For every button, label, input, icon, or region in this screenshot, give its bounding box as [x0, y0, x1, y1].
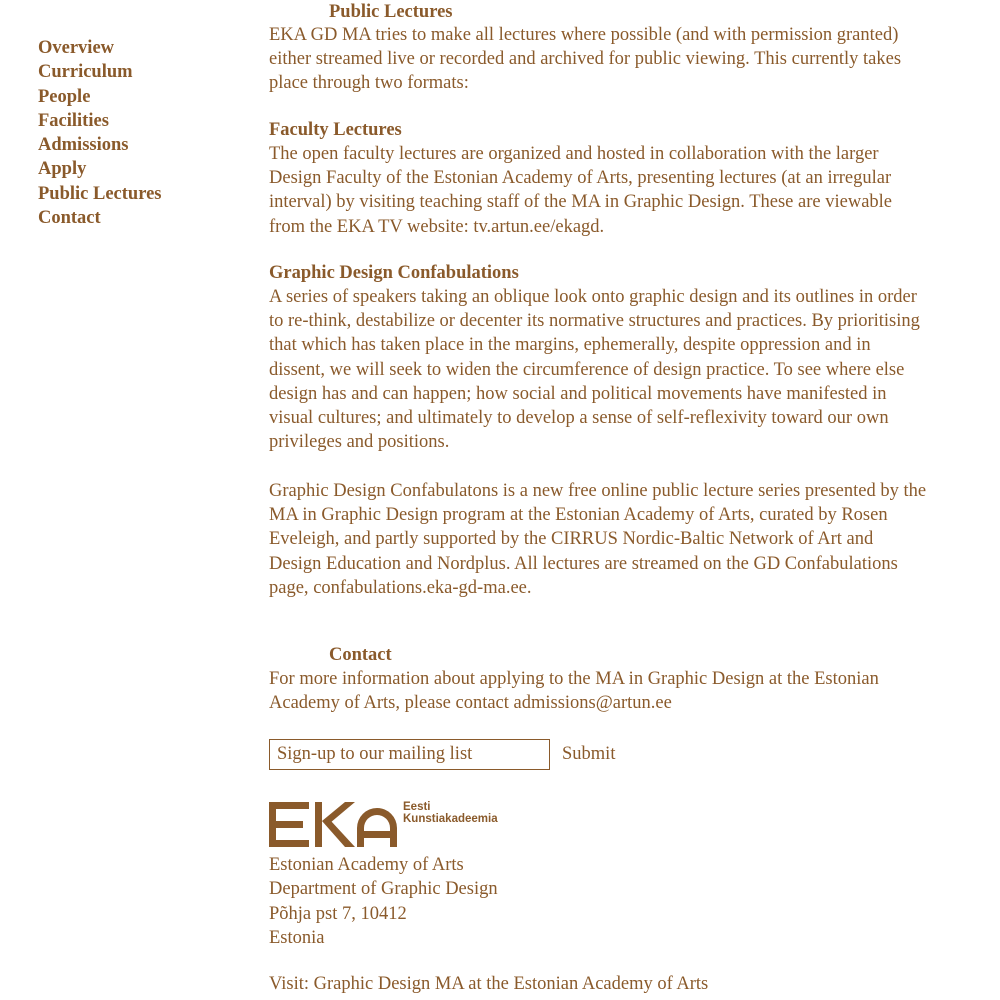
eka-wordmark-icon [269, 800, 399, 848]
contact-body: For more information about applying to the MA in Graphic Design at the Estonian Academy of Arts, please contact [269, 669, 879, 714]
sidebar-nav [38, 36, 238, 230]
public-lectures-intro: EKA GD MA tries to make all lectures where possible (and with permission granted) either streamed live or recorded and archived for public viewing. This currently takes place through two formats: [269, 25, 902, 94]
logo-line-kunstiakadeemia: Kunstiakadeemia [403, 813, 498, 825]
address-line-street: Põhja pst 7, 10412 [269, 903, 407, 924]
mailing-list-input[interactable] [269, 739, 550, 770]
confabulations-heading: Graphic Design Confabulations [269, 263, 519, 283]
eka-logo-text [403, 801, 498, 825]
contact-heading: Contact [329, 645, 392, 665]
nav-item-people[interactable]: People [38, 86, 91, 107]
ekatv-link[interactable]: tv.artun.ee/ekagd [473, 216, 600, 237]
address-line-country: Estonia [269, 927, 325, 948]
confabulations-period: . [526, 577, 532, 598]
nav-item-public-lectures[interactable]: Public Lectures [38, 183, 162, 204]
visit-prefix: Visit: [269, 974, 314, 994]
address-line-institution: Estonian Academy of Arts [269, 855, 464, 875]
public-lectures-heading: Public Lectures [329, 2, 453, 22]
eka-logo[interactable] [269, 800, 509, 850]
confabulations-body-2: Graphic Design Confabulatons is a new free online public lecture series presented by the MA in Graphic Design program at the Estonian Academy of Arts, curated by Rosen Eveleigh, and partly supported by the CIRRUS Nordic-Baltic Network of Art and Design Education and Nordplus. All lectures are streamed on the GD Confabulations page, [269, 481, 927, 598]
nav-item-overview[interactable]: Overview [38, 38, 115, 58]
logo-line-eesti: Eesti [403, 801, 431, 813]
faculty-lectures-section [269, 118, 929, 239]
nav-item-apply[interactable]: Apply [38, 159, 87, 180]
submit-button[interactable]: Submit [556, 740, 621, 769]
nav-item-admissions[interactable]: Admissions [38, 135, 129, 156]
faculty-lectures-text [269, 142, 929, 239]
nav-item-facilities[interactable]: Facilities [38, 110, 109, 131]
address-line-department: Department of Graphic Design [269, 879, 498, 900]
contact-text [269, 667, 929, 715]
nav-item-contact[interactable]: Contact [38, 208, 101, 229]
visit-link[interactable]: Graphic Design MA at the Estonian Academy of Arts [313, 974, 709, 994]
visit-line [269, 972, 708, 996]
mailing-list-form [269, 739, 621, 770]
faculty-lectures-period: . [599, 216, 605, 237]
confabulations-link[interactable]: confabulations.eka-gd-ma.ee [313, 577, 527, 598]
confabulations-text: A series of speakers taking an oblique look onto graphic design and its outlines in order to re-think, destabilize or decenter its normative structures and practices. By prioritising that which has taken place in the margins, ephemerally, despite oppression and in dissent, we will seek to widen the circumference of design practice. To see where else design has and can happen; how social and political movements have manifested in visual cultures; and ultimately to develop a sense of self-reflexivity toward our own privileges and positions. [269, 287, 920, 453]
confabulations-section [269, 261, 929, 454]
confabulations-text-2 [269, 479, 929, 600]
nav-item-curriculum[interactable]: Curriculum [38, 62, 133, 83]
admissions-email-link[interactable]: admissions@artun.ee [513, 693, 672, 714]
address-block [269, 853, 929, 950]
faculty-lectures-heading: Faculty Lectures [269, 120, 402, 140]
faculty-lectures-body: The open faculty lectures are organized and hosted in collaboration with the larger Design Faculty of the Estonian Academy of Arts, presenting lectures (at an irregular interval) by visiting teaching staff of the MA in Graphic Design. These are viewable from the EKA TV website: [269, 144, 893, 237]
